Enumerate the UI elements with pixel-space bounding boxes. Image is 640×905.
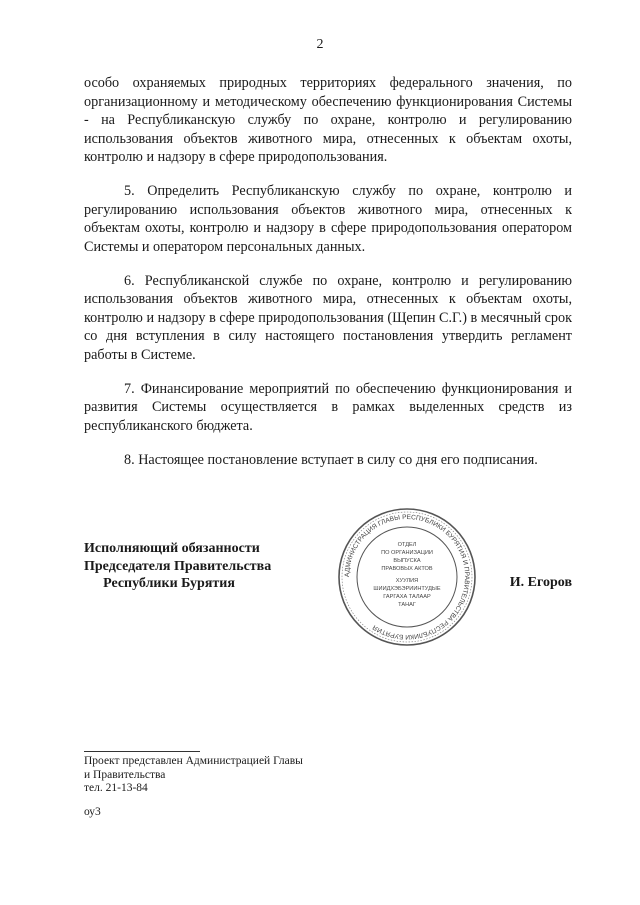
footnote-line: Проект представлен Администрацией Главы bbox=[84, 755, 303, 767]
signatory-title-line: Исполняющий обязанности bbox=[84, 541, 260, 556]
paragraph-continuation: особо охраняемых природных территориях федерального значения, по организационному и методическому обеспечению функционирования Системы - на Республиканскую службу по охране, контролю и регулированию использования объектов животного мира, отнесенных к объектам охоты, контролю и надзору в сфере природопользования. bbox=[84, 75, 572, 165]
seal-text: ТАНАГ bbox=[398, 602, 416, 608]
paragraph-8: 8. Настоящее постановление вступает в силу со дня его подписания. bbox=[124, 451, 538, 468]
document-code: оу3 bbox=[84, 806, 101, 818]
seal-text: ОТДЕЛ bbox=[397, 542, 417, 548]
footnote-line: и Правительства bbox=[84, 768, 166, 781]
seal-text: ШИИДХЭБЭРИИНТУДЫЕ bbox=[373, 586, 441, 592]
signatory-title-line: Республики Бурятия bbox=[103, 576, 235, 591]
seal-text: ХУУЛИЯ bbox=[395, 578, 419, 584]
document-body bbox=[84, 74, 572, 485]
seal-text: ВЫПУСКА bbox=[393, 558, 421, 564]
seal-outer-text: АДМИНИСТРАЦИЯ ГЛАВЫ РЕСПУБЛИКИ БУРЯТИЯ И ПРАВИТЕЛЬСТВА РЕСПУБЛИКИ БУРЯТИЯ bbox=[343, 513, 471, 641]
seal-dotted-ring bbox=[342, 512, 472, 642]
page-number: 2 bbox=[316, 37, 324, 52]
footnote-divider bbox=[84, 751, 200, 752]
seal-text: ПО ОРГАНИЗАЦИИ bbox=[381, 550, 433, 556]
paragraph-7: 7. Финансирование мероприятий по обеспечению функционирования и развития Системы осуществляется в рамках выделенных средств из республиканского бюджета. bbox=[84, 380, 572, 434]
paragraph-5: 5. Определить Республиканскую службу по охране, контролю и регулированию использования объектов животного мира, отнесенных к объектам охоты, контролю и надзору в сфере природопользования оператором Системы и оператором персональных данных. bbox=[84, 183, 572, 255]
seal-text: ГАРГАХА ТАЛААР bbox=[383, 594, 431, 600]
paragraph-6: 6. Республиканской службе по охране, контролю и регулированию использования объектов животного мира, отнесенных к объектам охоты, контролю и надзору в сфере природопользования (Щепин С.Г.) в месячный срок со дня вступления в силу настоящего постановления утвердить регламент работы в Системе. bbox=[84, 272, 572, 363]
signer-name: И. Егоров bbox=[509, 575, 572, 590]
seal-text: ПРАВОВЫХ АКТОВ bbox=[381, 566, 433, 572]
footnote bbox=[84, 755, 303, 796]
official-seal bbox=[337, 506, 477, 648]
signatory-title bbox=[84, 540, 272, 593]
signatory-title-line: Председателя Правительства bbox=[84, 558, 272, 574]
footnote-phone: тел. 21-13-84 bbox=[84, 782, 148, 794]
seal-outer-ring bbox=[339, 509, 475, 645]
